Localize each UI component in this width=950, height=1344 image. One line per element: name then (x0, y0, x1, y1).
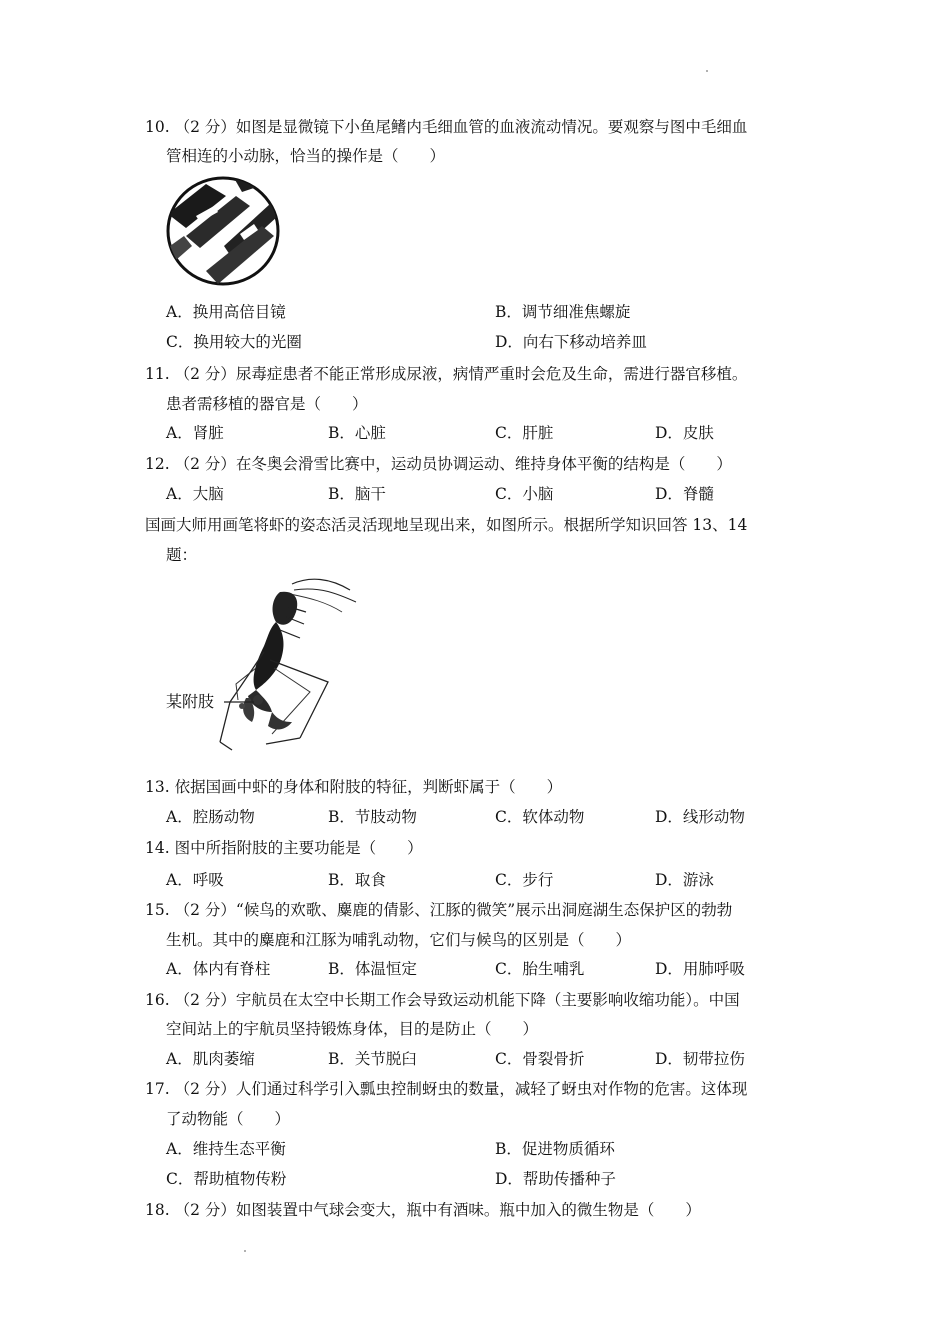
shrimp-appendage-label: 某附肢 (166, 692, 215, 711)
q11-option-b[interactable]: B．心脏 (328, 424, 386, 442)
q11-option-d[interactable]: D．皮肤 (655, 424, 714, 442)
scan-dot (706, 70, 708, 72)
q14-option-b[interactable]: B．取食 (328, 871, 386, 889)
q16-option-d[interactable]: D．韧带拉伤 (655, 1050, 745, 1068)
q12-option-c[interactable]: C．小脑 (495, 485, 554, 503)
q14-option-d[interactable]: D．游泳 (655, 871, 714, 889)
q12-stem: 12. （2 分）在冬奥会滑雪比赛中，运动员协调运动、维持身体平衡的结构是（ ） (145, 455, 732, 473)
shrimp-intro-line1: 国画大师用画笔将虾的姿态活灵活现地呈现出来，如图所示。根据所学知识回答 13、14 (145, 516, 748, 534)
q14-option-a[interactable]: A．呼吸 (166, 871, 224, 889)
q17-stem-line1: 17. （2 分）人们通过科学引入瓢虫控制蚜虫的数量，减轻了蚜虫对作物的危害。这体现 (145, 1080, 748, 1098)
q13-option-c[interactable]: C．软体动物 (495, 808, 585, 826)
shrimp-intro-line2: 题： (166, 546, 198, 564)
q17-option-c[interactable]: C．帮助植物传粉 (166, 1170, 287, 1188)
q15-option-b[interactable]: B．体温恒定 (328, 960, 417, 978)
q12-option-a[interactable]: A．大脑 (166, 485, 224, 503)
q16-option-c[interactable]: C．骨裂骨折 (495, 1050, 585, 1068)
q10-option-c[interactable]: C．换用较大的光圈 (166, 333, 302, 351)
q16-option-b[interactable]: B．关节脱臼 (328, 1050, 417, 1068)
q16-option-a[interactable]: A．肌肉萎缩 (166, 1050, 255, 1068)
q11-option-a[interactable]: A．肾脏 (166, 424, 224, 442)
q11-option-c[interactable]: C．肝脏 (495, 424, 554, 442)
q17-option-d[interactable]: D．帮助传播种子 (495, 1170, 616, 1188)
q15-option-a[interactable]: A．体内有脊柱 (166, 960, 271, 978)
scan-dot (244, 1250, 246, 1252)
q13-option-a[interactable]: A．腔肠动物 (166, 808, 255, 826)
q15-option-c[interactable]: C．胎生哺乳 (495, 960, 585, 978)
q10-option-b[interactable]: B．调节细准焦螺旋 (495, 303, 631, 321)
q18-stem: 18. （2 分）如图装置中气球会变大，瓶中有酒味。瓶中加入的微生物是（ ） (145, 1201, 701, 1219)
q10-stem-line1: 10. （2 分）如图是显微镜下小鱼尾鳍内毛细血管的血液流动情况。要观察与图中毛细血 (145, 118, 748, 136)
q10-option-d[interactable]: D．向右下移动培养皿 (495, 333, 647, 351)
q15-stem-line2: 生机。其中的麋鹿和江豚为哺乳动物，它们与候鸟的区别是（ ） (166, 931, 632, 949)
q16-stem-line2: 空间站上的宇航员坚持锻炼身体，目的是防止（ ） (166, 1020, 539, 1038)
q17-option-a[interactable]: A．维持生态平衡 (166, 1140, 286, 1158)
q14-stem: 14. 图中所指附肢的主要功能是（ ） (145, 839, 423, 857)
q14-option-c[interactable]: C．步行 (495, 871, 554, 889)
q12-option-d[interactable]: D．脊髓 (655, 485, 714, 503)
microscope-capillary-image (166, 176, 282, 286)
q16-stem-line1: 16. （2 分）宇航员在太空中长期工作会导致运动机能下降（主要影响收缩功能）。中国 (145, 991, 740, 1009)
q17-option-b[interactable]: B．促进物质循环 (495, 1140, 615, 1158)
q10-stem-line2: 管相连的小动脉，恰当的操作是（ ） (166, 147, 446, 165)
q15-stem-line1: 15. （2 分）“候鸟的欢歌、麋鹿的倩影、江豚的微笑”展示出洞庭湖生态保护区的勃勃 (145, 901, 733, 919)
q11-stem-line2: 患者需移植的器官是（ ） (166, 395, 368, 413)
q13-stem: 13. 依据国画中虾的身体和附肢的特征，判断虾属于（ ） (145, 778, 563, 796)
q10-option-a[interactable]: A．换用高倍目镜 (166, 303, 286, 321)
q13-option-d[interactable]: D．线形动物 (655, 808, 745, 826)
q15-option-d[interactable]: D．用肺呼吸 (655, 960, 745, 978)
q11-stem-line1: 11. （2 分）尿毒症患者不能正常形成尿液，病情严重时会危及生命，需进行器官移植。 (145, 365, 748, 383)
shrimp-painting-image (160, 572, 370, 758)
q12-option-b[interactable]: B．脑干 (328, 485, 386, 503)
q17-stem-line2: 了动物能（ ） (166, 1110, 291, 1128)
q13-option-b[interactable]: B．节肢动物 (328, 808, 417, 826)
